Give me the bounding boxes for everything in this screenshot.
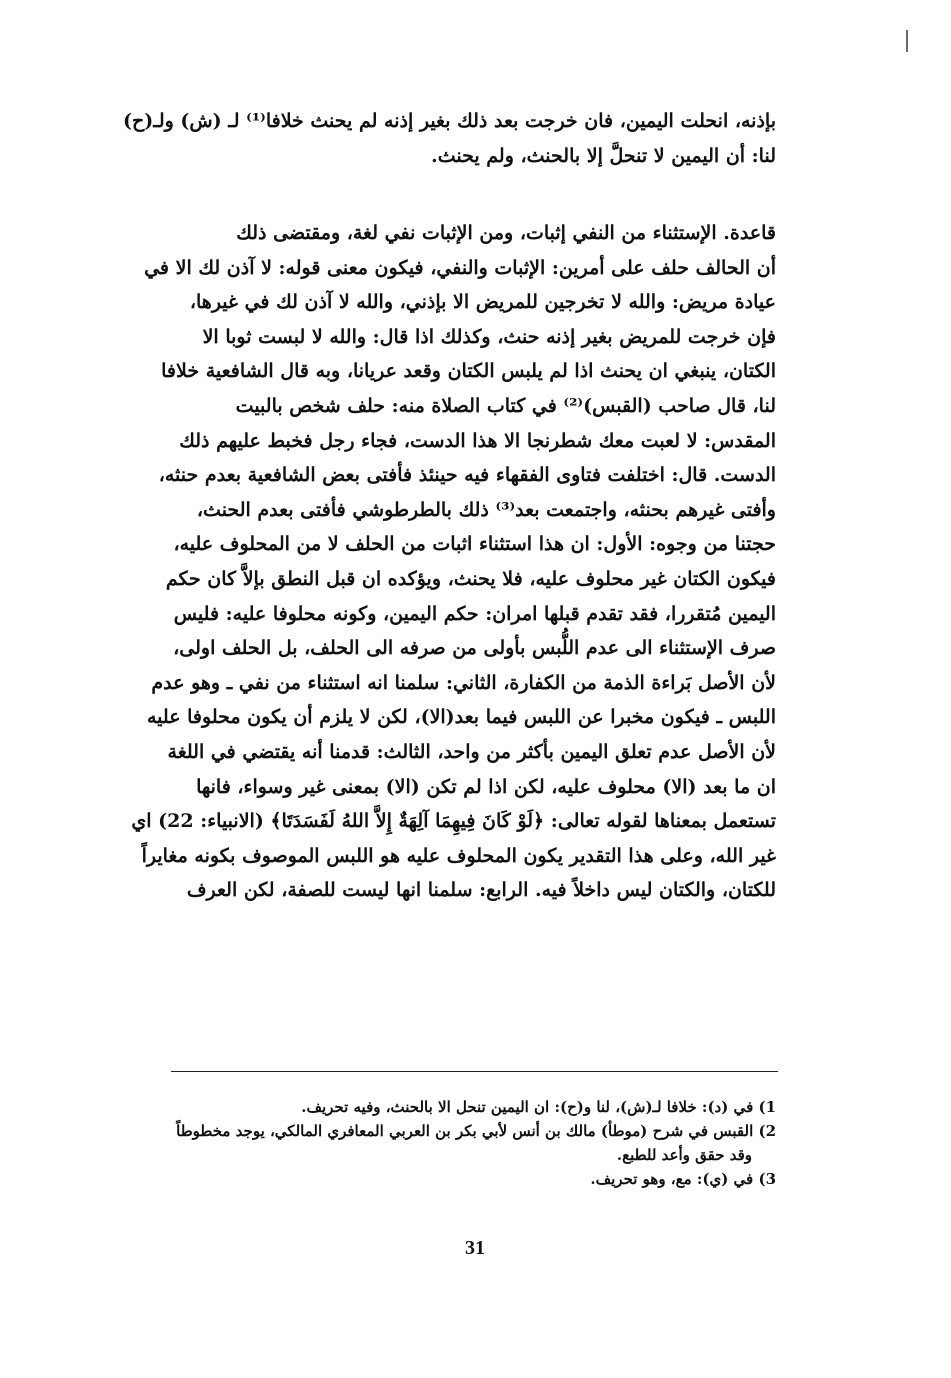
main-line: فإن خرجت للمريض بغير إذنه حنث، وكذلك اذا قال: والله لا لبست ثوبا الا [202, 325, 776, 348]
main-paragraph [131, 216, 776, 908]
main-line: لأن الأصل بَراءة الذمة من الكفارة، الثاني: سلمنا انه استثناء من نفي ـ وهو عدم [151, 671, 776, 694]
main-line: فيكون الكتان غير محلوف عليه، فلا يحنث، ويؤكده ان قبل النطق بإلاَّ كان حكم [165, 567, 776, 590]
main-line: الكتان، ينبغي ان يحنث اذا لم يلبس الكتان وقعد عريانا، وبه قال الشافعية خلافا [161, 360, 776, 383]
intro-paragraph [123, 104, 776, 173]
main-line: عيادة مريض: والله لا تخرجين للمريض الا بإذني، والله لا آذن لك في غيرها، [189, 291, 776, 314]
footnote-3: 3) في (ي): مع، وهو تحريف. [590, 1170, 776, 1188]
main-line: غير الله، وعلى هذا التقدير يكون المحلوف عليه هو اللبس الموصوف بكونه مغايراً [141, 844, 776, 867]
footnote-divider [171, 1071, 778, 1072]
main-line: اللبس ـ فيكون مخبرا عن اللبس فيما بعد(الا)، لكن لا يلزم أن يكون محلوفا عليه [146, 706, 776, 729]
main-line: اليمين مُتقررا، فقد تقدم قبلها امران: حكم اليمين، وكونه محلوفا عليه: فليس [173, 602, 776, 625]
main-line: لأن الأصل عدم تعلق اليمين بأكثر من واحد، الثالث: قدمنا أنه يقتضي في اللغة [167, 740, 776, 763]
main-line: المقدس: لا لعبت معك شطرنجا الا هذا الدست، فجاء رجل فخبط عليهم ذلك [179, 429, 776, 452]
main-line: قاعدة. الإستثناء من النفي إثبات، ومن الإثبات نفي لغة، ومقتضى ذلك [236, 222, 776, 244]
main-line: تستعمل بمعناها لقوله تعالى: ﴿لَوْ كَانَ فِيهِمَا آلِهَةٌ إِلاَّ اللهُ لَفَسَدَتَا﴾ (الانبياء: 22) اي [131, 810, 776, 833]
main-line: ان ما بعد (الا) محلوف عليه، لكن اذا لم تكن (الا) بمعنى غير وسواء، فانها [196, 775, 776, 798]
main-line: لنا، قال صاحب (القبس)⁽²⁾ في كتاب الصلاة منه: حلف شخص بالبيت [235, 394, 776, 417]
main-line: صرف الإستثناء الى عدم اللُّبس بأولى من صرفه الى الحلف، بل الحلف اولى، [173, 637, 776, 660]
intro-line: لنا: أن اليمين لا تنحلَّ إلا بالحنث، ولم يحنث. [431, 144, 776, 167]
footnotes [176, 1095, 776, 1191]
page-number: 31 [465, 1237, 485, 1259]
page-edge-mark [906, 30, 908, 52]
main-line: الدست. قال: اختلفت فتاوى الفقهاء فيه حينئذ فأفتى بعض الشافعية بعدم حنثه، [158, 464, 776, 487]
intro-line: بإذنه، انحلت اليمين، فان خرجت بعد ذلك بغير إذنه لم يحنث خلافا⁽¹⁾ لـ (ش) ولـ(ح) [123, 110, 776, 132]
footnote-2: 2) القبس في شرح (موطأ) مالك بن أنس لأبي بكر بن العربي المعافري المالكي، يوجد مخطوطاً [176, 1122, 776, 1140]
main-line: أن الحالف حلف على أمرين: الإثبات والنفي، فيكون معنى قوله: لا آذن لك الا في [144, 256, 776, 279]
main-line: حجتنا من وجوه: الأول: ان هذا استثناء اثبات من الحلف لا من المحلوف عليه، [173, 533, 776, 556]
main-line: للكتان، والكتان ليس داخلاً فيه. الرابع: سلمنا انها ليست للصفة، لكن العرف [186, 879, 776, 902]
main-line: وأفتى غيرهم بحنثه، واجتمعت بعد⁽³⁾ ذلك بالطرطوشي فأفتى بعدم الحنث، [196, 498, 776, 521]
footnote-1: 1) في (د): خلافا لـ(ش)، لنا و(ح): ان اليمين تنحل الا بالحنث، وفيه تحريف. [301, 1098, 776, 1116]
footnote-2-continuation: وقد حقق وأعد للطبع. [616, 1146, 752, 1164]
